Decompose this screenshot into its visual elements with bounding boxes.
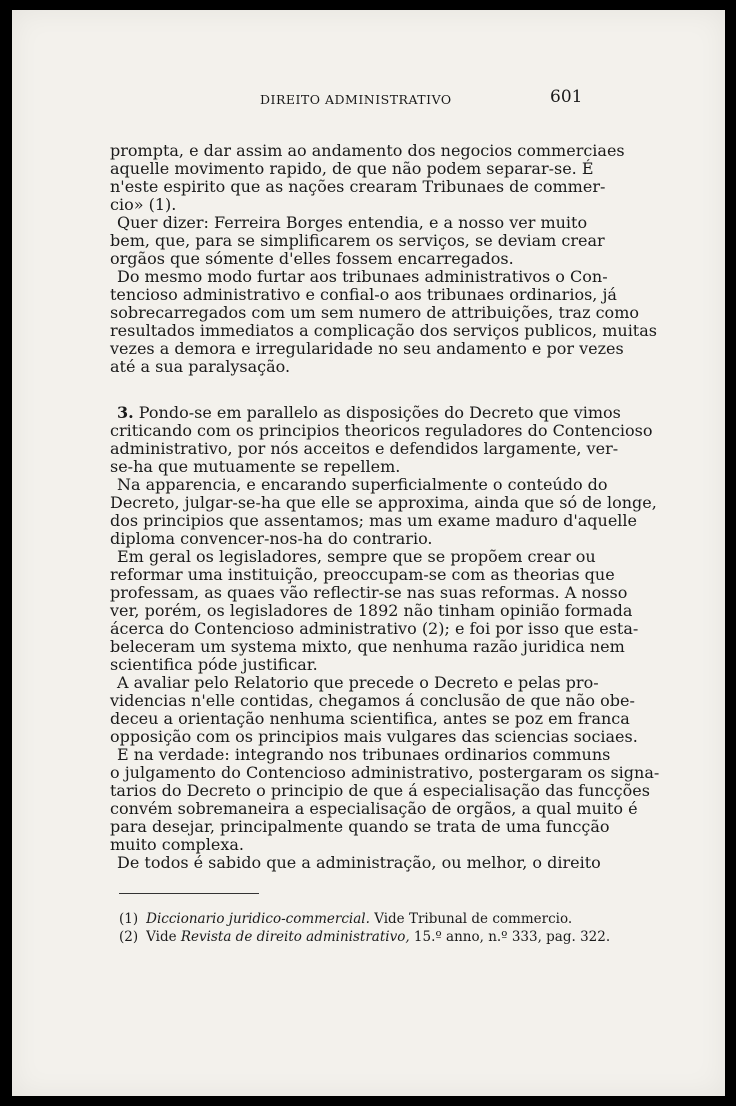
body-line: se-ha que mutuamente se repellem. [110,457,401,476]
body-line: reformar uma instituição, preoccupam-se com as theorias que [110,565,615,584]
body-line: resultados immediatos a complicação dos serviços publicos, muitas [110,321,657,340]
body-line: o julgamento do Contencioso administrativo, postergaram os signa- [110,763,660,782]
page-number: 601 [550,87,583,107]
body-line: deceu a orientação nenhuma scientifica, antes se poz em franca [110,709,630,728]
footnote-pre: Vide [146,929,181,945]
body-line: orgãos que sómente d'elles fossem encarregados. [110,249,514,268]
footnote-1 [119,911,585,927]
body-line: Decreto, julgar-se-ha que elle se approxima, ainda que só de longe, [110,493,657,512]
footnote-number: (2) [119,929,139,945]
body-line: De todos é sabido que a administração, ou melhor, o direito [117,853,601,872]
body-line: n'este espirito que as nações crearam Tribunaes de commer- [110,177,606,196]
body-line: ver, porém, os legisladores de 1892 não tinham opinião formada [110,601,633,620]
body-line: tencioso administrativo e confial-o aos tribunaes ordinarios, já [110,285,617,304]
body-line: Em geral os legisladores, sempre que se propõem crear ou [117,547,596,566]
body-line: para desejar, principalmente quando se trata de uma funcção [110,817,610,836]
running-title: DIREITO ADMINISTRATIVO [260,92,452,107]
body-line: opposição com os principios mais vulgares das sciencias sociaes. [110,727,638,746]
body-line: ácerca do Contencioso administrativo (2); e foi por isso que esta- [110,619,639,638]
body-line: prompta, e dar assim ao andamento dos negocios commerciaes [110,141,625,160]
body-line: sobrecarregados com um sem numero de attribuições, traz como [110,303,639,322]
footnote-number: (1) [119,911,139,927]
footnote-text: 15.º anno, n.º 333, pag. 322. [409,929,611,945]
body-line: cio» (1). [110,195,177,214]
body-line: tarios do Decreto o principio de que á especialisação das funcções [110,781,650,800]
body-line: professam, as quaes vão reflectir-se nas suas reformas. A nosso [110,583,628,602]
body-line: A avaliar pelo Relatorio que precede o Decreto e pelas pro- [117,673,599,692]
body-line: Quer dizer: Ferreira Borges entendia, e a nosso ver muito [117,213,588,232]
body-line: convém sobremaneira a especialisação de orgãos, a qual muito é [110,799,638,818]
body-line: até a sua paralysação. [110,357,291,376]
body-line: beleceram um systema mixto, que nenhuma razão juridica nem [110,637,625,656]
body-line: vezes a demora e irregularidade no seu andamento e por vezes [110,339,624,358]
body-line: aquelle movimento rapido, de que não podem separar-se. É [110,159,594,178]
body-line [110,403,621,422]
body-line: dos principios que assentamos; mas um exame maduro d'aquelle [110,511,637,530]
body-line: E na verdade: integrando nos tribunaes ordinarios communs [117,745,611,764]
footnote-rule [119,893,259,894]
body-line: Na apparencia, e encarando superficialmente o conteúdo do [117,475,608,494]
body-line: scientifica póde justificar. [110,655,318,674]
body-line: Do mesmo modo furtar aos tribunaes administrativos o Con- [117,267,608,286]
body-line: bem, que, para se simplificarem os serviços, se deviam crear [110,231,605,250]
body-line-text: Pondo-se em parallelo as disposições do Decreto que vimos [138,403,621,422]
section-number: 3. [117,403,134,422]
body-line: muito complexa. [110,835,244,854]
body-line: criticando com os principios theoricos reguladores do Contencioso [110,421,653,440]
body-line: diploma convencer-nos-ha do contrario. [110,529,433,548]
footnote-italic: Revista de direito administrativo, [180,929,410,945]
footnote-italic: Diccionario juridico-commercial. [146,911,370,927]
footnote-2 [119,929,611,945]
body-line: administrativo, por nós acceitos e defendidos largamente, ver- [110,439,619,458]
footnote-text: Vide Tribunal de commercio. [369,911,573,927]
body-line: videncias n'elle contidas, chegamos á conclusão de que não obe- [110,691,635,710]
